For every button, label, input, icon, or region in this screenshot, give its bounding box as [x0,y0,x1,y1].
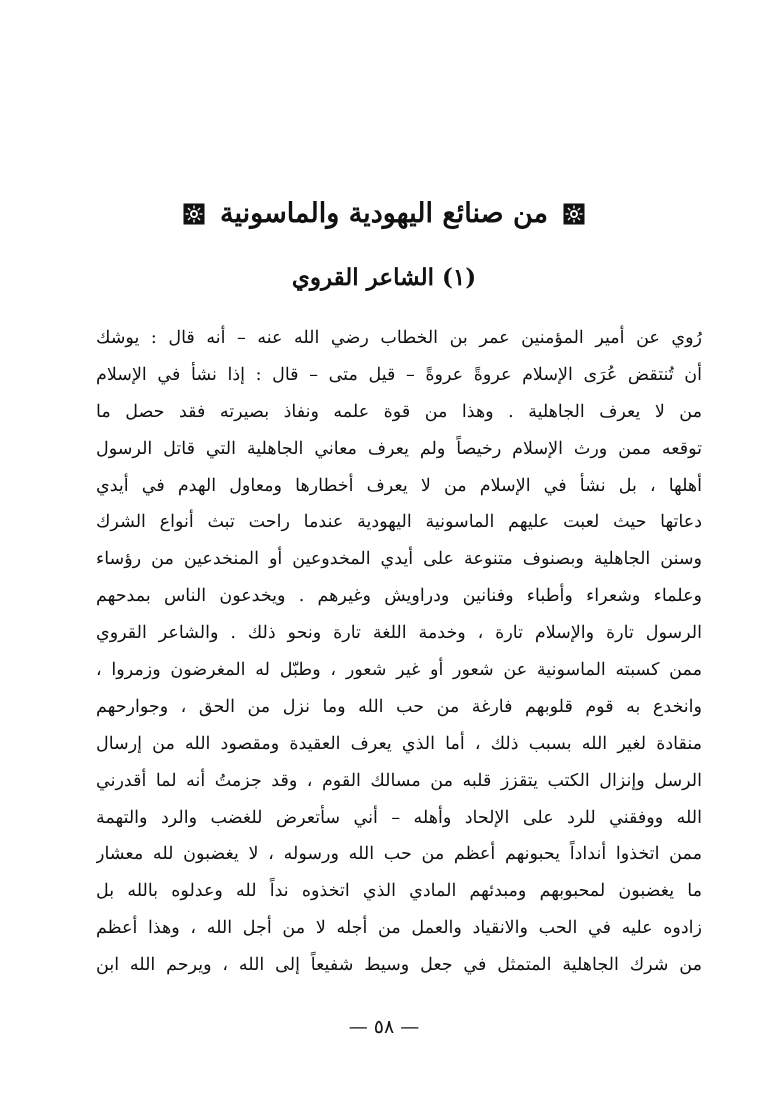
page-number: — ٥٨ — [348,1016,420,1038]
text-line: أهلها ، بل نشأ في الإسلام من لا يعرف أخطارها ومعاول الهدم في أيدي [96,475,702,496]
text-line: ممن كسبته الماسونية عن شعور أو غير شعور ، وطبّل له المغرضون وزمروا ، [96,660,702,681]
sun-ornament-icon [563,203,585,225]
text-line: من لا يعرف الجاهلية . وهذا من قوة علمه ونفاذ بصيرته فقد حصل ما [96,401,702,422]
section-title: (١) الشاعر القروي [291,264,477,291]
text-line: توقعه ممن ورث الإسلام رخيصاً ولم يعرف معاني الجاهلية التي قاتل الرسول [96,438,702,459]
text-line: رُوي عن أمير المؤمنين عمر بن الخطاب رضي الله عنه – أنه قال : يوشك [96,328,702,348]
body-text [96,320,702,984]
text-line: وانخدع به قوم قلوبهم فارغة من حب الله وما نزل من الحق ، وجوارحهم [96,696,702,717]
sun-ornament-icon [183,203,205,225]
text-line: من شرك الجاهلية المتمثل في جعل وسيط شفيعاً إلى الله ، ويرحم الله ابن [96,955,702,976]
text-line: أن تُنتقض عُرَى الإسلام عروةً عروةً – قيل متى – قال : إذا نشأ في الإسلام [96,364,702,385]
text-line: الله ووفقني للرد على الإلحاد وأهله – أني سأتعرض للغضب والرد والتهمة [96,807,702,828]
text-line: دعاتها حيث لعبت عليهم الماسونية اليهودية عندما راحت تبث أنواع الشرك [96,512,702,533]
chapter-title [0,194,768,234]
text-line: زادوه عليه في الحب والانقياد والعمل من أجله لا من أجل الله ، وهذا أعظم [96,918,702,939]
text-line: وعلماء وشعراء وأطباء وفنانين ودراويش وغيرهم . ويخدعون الناس بمدحهم [96,586,702,607]
text-line: الرسول تارة والإسلام تارة ، وخدمة اللغة تارة ونحو ذلك . والشاعر القروي [96,623,702,644]
text-line: ممن اتخذوا أنداداً يحبونهم أعظم من حب الله ورسوله ، لا يغضبون لله معشار [96,844,702,865]
text-line: منقادة لغير الله بسبب ذلك ، أما الذي يعرف العقيدة ومقصود الله من إرسال [96,733,702,754]
text-line: الرسل وإنزال الكتب يتقزز قلبه من مسالك القوم ، وقد جزمتُ أنه لما أقدرني [96,770,702,791]
chapter-title-text: من صنائع اليهودية والماسونية [220,198,548,229]
text-line: ما يغضبون لمحبوبهم ومبدئهم المادي الذي اتخذوه نداً لله وعدلوه بالله بل [96,881,702,902]
text-line: وسنن الجاهلية وبصنوف متنوعة على أيدي المخدوعين أو المنخدعين من رؤساء [96,549,702,570]
